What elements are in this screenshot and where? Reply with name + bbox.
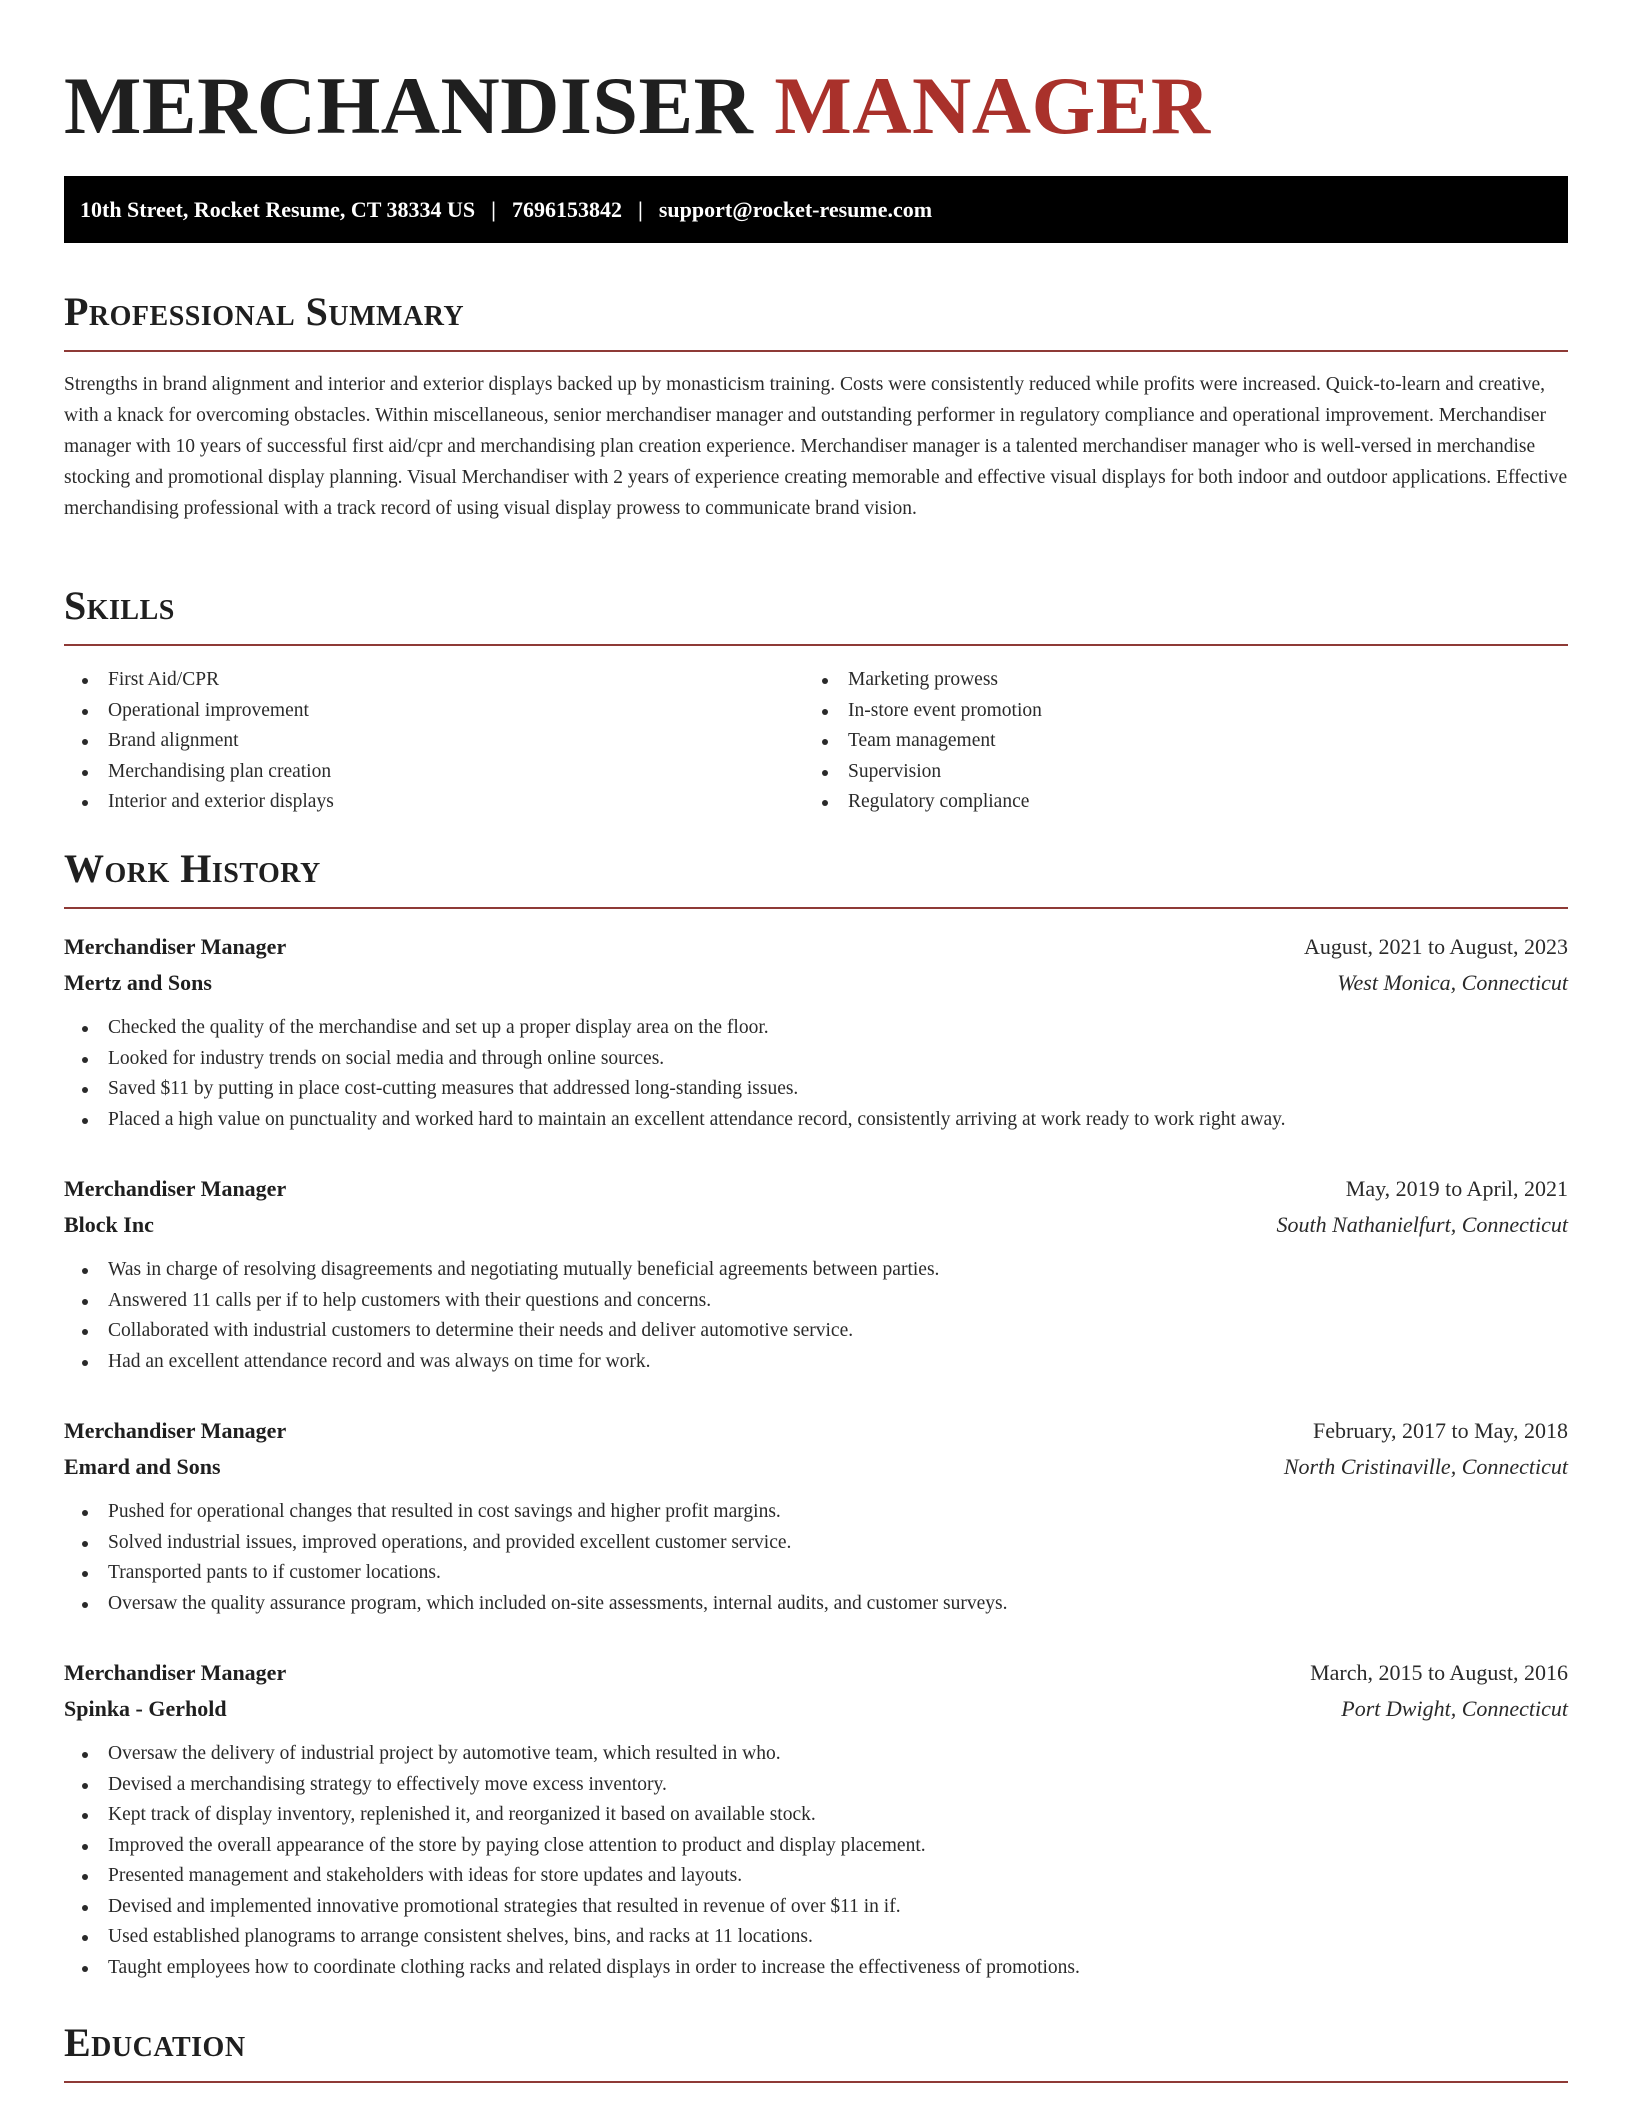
job-title: Merchandiser Manager xyxy=(64,1176,287,1201)
job-bullet: Taught employees how to coordinate clothing racks and related displays in order to increase the effectiveness of promotions. xyxy=(64,1953,1568,1984)
job-entry xyxy=(64,1171,1568,1377)
job-bullet: Saved $11 by putting in place cost-cutting measures that addressed long-standing issues. xyxy=(64,1074,1568,1105)
job-bullet: Oversaw the quality assurance program, which included on-site assessments, internal audits, and customer surveys. xyxy=(64,1589,1568,1620)
summary-heading: Professional Summary xyxy=(64,290,1568,352)
job-bullet: Devised and implemented innovative promotional strategies that resulted in revenue of over $11 in if. xyxy=(64,1892,1568,1923)
skill-item: Operational improvement xyxy=(64,696,764,727)
job-bullet: Checked the quality of the merchandise and set up a proper display area on the floor. xyxy=(64,1013,1568,1044)
job-title: Merchandiser Manager xyxy=(64,1418,287,1443)
job-entry xyxy=(64,1413,1568,1619)
job-company: Block Inc xyxy=(64,1212,154,1237)
skill-item: Marketing prowess xyxy=(804,665,1504,696)
job-bullet: Looked for industry trends on social media and through online sources. xyxy=(64,1044,1568,1075)
job-bullets xyxy=(64,1739,1568,1983)
job-bullet: Pushed for operational changes that resulted in cost savings and higher profit margins. xyxy=(64,1497,1568,1528)
job-bullet: Kept track of display inventory, replenished it, and reorganized it based on available stock. xyxy=(64,1800,1568,1831)
job-bullet: Answered 11 calls per if to help customers with their questions and concerns. xyxy=(64,1286,1568,1317)
job-dates: March, 2015 to August, 2016 xyxy=(1310,1660,1568,1685)
job-bullet: Transported pants to if customer locations. xyxy=(64,1558,1568,1589)
skill-item: First Aid/CPR xyxy=(64,665,764,696)
job-title: Merchandiser Manager xyxy=(64,1660,287,1685)
job-title: Merchandiser Manager xyxy=(64,934,287,959)
skills-heading: Skills xyxy=(64,584,1568,646)
skill-item: Regulatory compliance xyxy=(804,787,1504,818)
job-bullets xyxy=(64,1013,1568,1135)
skills-list-right xyxy=(804,665,1504,818)
skill-item: Supervision xyxy=(804,757,1504,788)
job-bullet: Solved industrial issues, improved operations, and provided excellent customer service. xyxy=(64,1528,1568,1559)
job-bullet: Improved the overall appearance of the store by paying close attention to product and display placement. xyxy=(64,1831,1568,1862)
job-location: North Cristinaville, Connecticut xyxy=(1283,1454,1568,1479)
job-bullet: Was in charge of resolving disagreements and negotiating mutually beneficial agreements between parties. xyxy=(64,1255,1568,1286)
work-history-heading: Work History xyxy=(64,847,1568,909)
job-company: Spinka - Gerhold xyxy=(64,1696,227,1721)
skill-item: Brand alignment xyxy=(64,726,764,757)
job-dates: August, 2021 to August, 2023 xyxy=(1303,934,1568,959)
contact-separator: | xyxy=(638,197,643,222)
contact-bar xyxy=(64,176,1568,243)
job-bullet: Had an excellent attendance record and was always on time for work. xyxy=(64,1347,1568,1378)
job-bullet: Devised a merchandising strategy to effectively move excess inventory. xyxy=(64,1770,1568,1801)
job-location: West Monica, Connecticut xyxy=(1337,970,1568,995)
resume-name xyxy=(64,0,1568,170)
job-location: South Nathanielfurt, Connecticut xyxy=(1276,1212,1568,1237)
job-dates: May, 2019 to April, 2021 xyxy=(1345,1176,1568,1201)
job-company: Mertz and Sons xyxy=(64,970,212,995)
job-bullets xyxy=(64,1255,1568,1377)
skill-item: Merchandising plan creation xyxy=(64,757,764,788)
name-first: MERCHANDISER xyxy=(64,60,754,151)
job-bullet: Placed a high value on punctuality and worked hard to maintain an excellent attendance record, consistently arriving at work ready to work right away. xyxy=(64,1105,1568,1136)
contact-phone: 7696153842 xyxy=(512,197,623,222)
job-entry xyxy=(64,1655,1568,1983)
job-bullets xyxy=(64,1497,1568,1619)
job-bullet: Used established planograms to arrange consistent shelves, bins, and racks at 11 locations. xyxy=(64,1922,1568,1953)
skills-list-left xyxy=(64,665,764,818)
contact-email: support@rocket-resume.com xyxy=(658,197,933,222)
job-company: Emard and Sons xyxy=(64,1454,221,1479)
name-second: MANAGER xyxy=(774,60,1211,151)
job-dates: February, 2017 to May, 2018 xyxy=(1313,1418,1568,1443)
job-location: Port Dwight, Connecticut xyxy=(1341,1696,1568,1721)
job-bullet: Collaborated with industrial customers to determine their needs and deliver automotive service. xyxy=(64,1316,1568,1347)
skill-item: Team management xyxy=(804,726,1504,757)
job-entry xyxy=(64,929,1568,1135)
contact-address: 10th Street, Rocket Resume, CT 38334 US xyxy=(80,197,476,222)
job-bullet: Presented management and stakeholders with ideas for store updates and layouts. xyxy=(64,1861,1568,1892)
skill-item: In-store event promotion xyxy=(804,696,1504,727)
summary-text: Strengths in brand alignment and interior and exterior displays backed up by monasticism training. Costs were consistently reduced while profits were increased. Quick-to-learn and creative, with a knack for overcoming obstacles. Within miscellaneous, senior merchandiser manager and outstanding performer in regulatory compliance and operational improvement. Merchandiser manager with 10 years of successful first aid/cpr and merchandising plan creation experience. Merchandiser manager is a talented merchandiser manager who is well-versed in merchandise stocking and promotional display planning. Visual Merchandiser with 2 years of experience creating memorable and effective visual displays for both indoor and outdoor applications. Effective merchandising professional with a track record of using visual display prowess to communicate brand vision. xyxy=(64,374,1568,519)
education-heading: Education xyxy=(64,2021,1568,2083)
contact-separator: | xyxy=(491,197,497,222)
resume-page xyxy=(64,0,1568,2065)
skill-item: Interior and exterior displays xyxy=(64,787,764,818)
job-bullet: Oversaw the delivery of industrial project by automotive team, which resulted in who. xyxy=(64,1739,1568,1770)
